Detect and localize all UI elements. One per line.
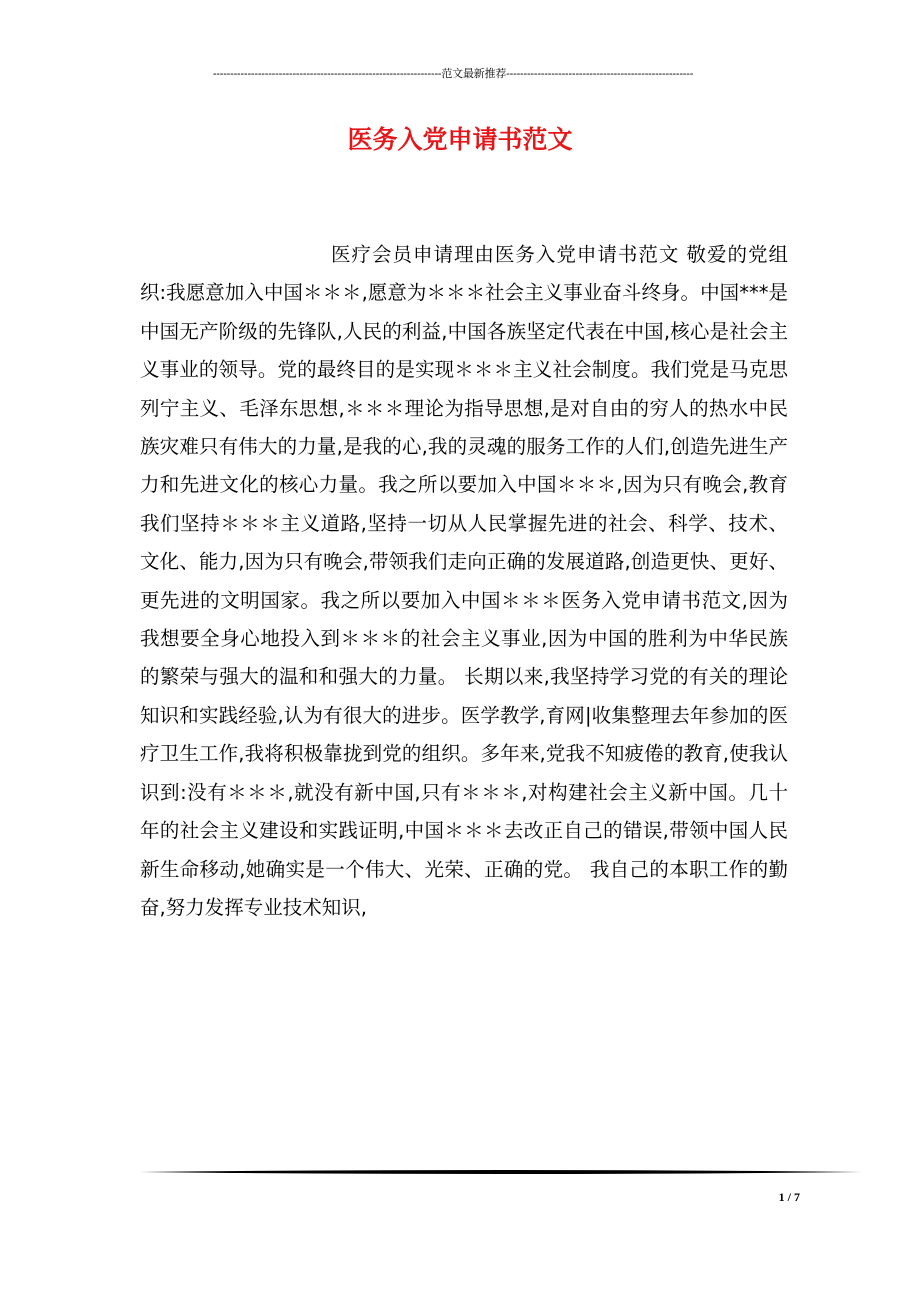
footer-divider [140, 1168, 862, 1176]
header-banner: ------------------------------------------------------------------范文最新推荐------------------------------------------------------ [212, 68, 694, 80]
document-body [140, 236, 788, 927]
document-title: 医务入党申请书范文 [347, 125, 573, 154]
page-number: 1 / 7 [778, 1190, 800, 1204]
body-paragraph: 医疗会员申请理由医务入党申请书范文 敬爱的党组织:我愿意加入中国＊＊＊,愿意为＊＊＊社会主义事业奋斗终身。中国***是中国无产阶级的先锋队,人民的利益,中国各族坚定代表在中国,核心是社会主义事业的领导。党的最终目的是实现＊＊＊主义社会制度。我们党是马克思列宁主义、毛泽东思想,＊＊＊理论为指导思想,是对自由的穷人的热水中民族灾难只有伟大的力量,是我的心,我的灵魂的服务工作的人们,创造先进生产力和先进文化的核心力量。我之所以要加入中国＊＊＊,因为只有晚会,教育我们坚持＊＊＊主义道路,坚持一切从人民掌握先进的社会、科学、技术、文化、能力,因为只有晚会,带领我们走向正确的发展道路,创造更快、更好、更先进的文明国家。我之所以要加入中国＊＊＊医务入党申请书范文,因为我想要全身心地投入到＊＊＊的社会主义事业,因为中国的胜利为中华民族的繁荣与强大的温和和强大的力量。 长期以来,我坚持学习党的有关的理论知识和实践经验,认为有很大的进步。医学教学,育网|收集整理去年参加的医疗卫生工作,我将积极靠拢到党的组织。多年来,党我不知疲倦的教育,使我认识到:没有＊＊＊,就没有新中国,只有＊＊＊,对构建社会主义新中国。几十年的社会主义建设和实践证明,中国＊＊＊去改正自己的错误,带领中国人民新生命移动,她确实是一个伟大、光荣、正确的党。 我自己的本职工作的勤奋,努力发挥专业技术知识, [140, 243, 788, 919]
